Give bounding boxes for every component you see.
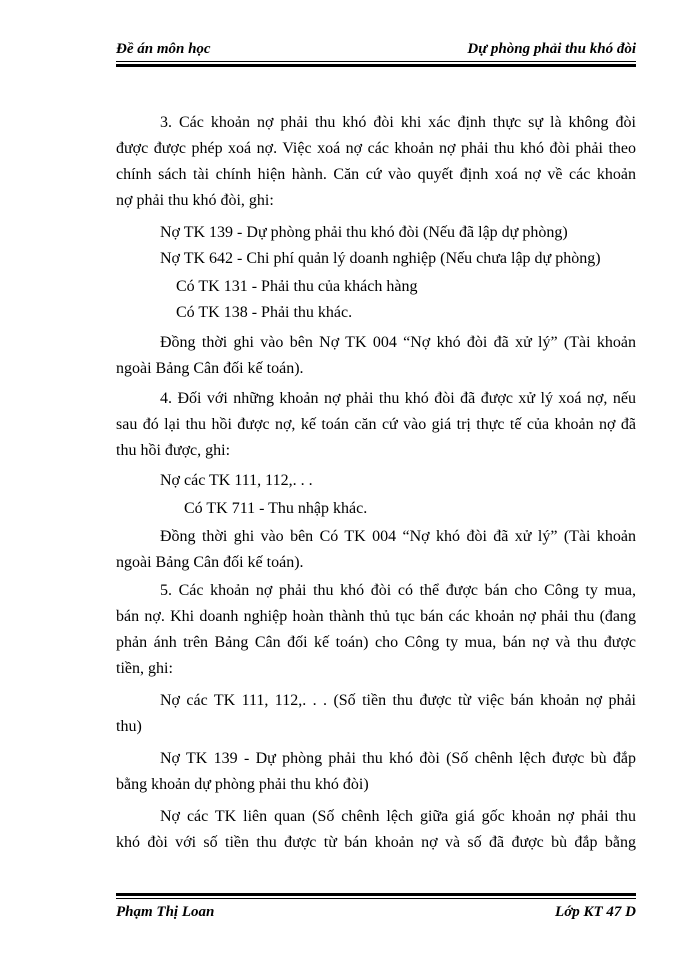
header-course-label: Đề án môn học: [116, 41, 211, 57]
paragraph-line: Đồng thời ghi vào bên Có TK 004 “Nợ khó đòi đã xử lý” (Tài khoản: [160, 528, 636, 545]
paragraph-line: 4. Đối với những khoản nợ phải thu khó đòi đã được xử lý xoá nợ, nếu: [160, 390, 636, 407]
paragraph-line: bán nợ. Khi doanh nghiệp hoàn thành thủ tục bán các khoản nợ phải thu (đang: [116, 608, 636, 625]
paragraph-line: sau đó lại thu hồi được nợ, kế toán căn cứ vào giá trị thực tế của khoản nợ đã: [116, 416, 636, 433]
paragraph-line: bằng khoản dự phòng phải thu khó đòi): [116, 776, 369, 793]
header-rule-thin: [116, 61, 636, 62]
header-rule-thick: [116, 64, 636, 67]
footer-rule-thick: [116, 893, 636, 896]
paragraph-line: Đồng thời ghi vào bên Nợ TK 004 “Nợ khó đòi đã xử lý” (Tài khoản: [160, 334, 636, 351]
paragraph-line: ngoài Bảng Cân đối kế toán).: [116, 360, 304, 377]
paragraph-line: thu): [116, 718, 142, 735]
paragraph-line: được được phép xoá nợ. Việc xoá nợ các khoản nợ phải thu khó đòi phải theo: [116, 140, 636, 157]
paragraph-line: Nợ các TK 111, 112,. . . (Số tiền thu được từ việc bán khoản nợ phải: [160, 692, 636, 709]
paragraph-line: khó đòi với số tiền thu được từ bán khoản nợ và số đã được bù đắp bằng: [116, 834, 636, 851]
entry-line: Có TK 711 - Thu nhập khác.: [184, 500, 368, 517]
paragraph-line: ngoài Bảng Cân đối kế toán).: [116, 554, 304, 571]
paragraph-line: phản ánh trên Bảng Cân đối kế toán) cho Công ty mua, bán nợ và thu được: [116, 634, 636, 651]
entry-line: Nợ TK 139 - Dự phòng phải thu khó đòi (Nếu đã lập dự phòng): [160, 224, 568, 241]
paragraph-line: nợ phải thu khó đòi, ghi:: [116, 192, 274, 209]
paragraph-line: Nợ các TK liên quan (Số chênh lệch giữa giá gốc khoản nợ phải thu: [160, 808, 636, 825]
footer-class-label: Lớp KT 47 D: [555, 904, 636, 920]
paragraph-line: tiền, ghi:: [116, 660, 173, 677]
entry-line: Nợ các TK 111, 112,. . .: [160, 472, 313, 489]
paragraph-line: Nợ TK 139 - Dự phòng phải thu khó đòi (Số chênh lệch được bù đắp: [160, 750, 636, 767]
paragraph-line: chính sách tài chính hiện hành. Căn cứ vào quyết định xoá nợ về các khoản: [116, 166, 636, 183]
footer-rule-thin: [116, 898, 636, 899]
header-topic-label: Dự phòng phải thu khó đòi: [467, 41, 636, 57]
entry-line: Có TK 138 - Phải thu khác.: [176, 304, 353, 321]
footer-author-label: Phạm Thị Loan: [116, 904, 215, 920]
paragraph-line: 5. Các khoản nợ phải thu khó đòi có thể được bán cho Công ty mua,: [160, 582, 636, 599]
entry-line: Có TK 131 - Phải thu của khách hàng: [176, 278, 418, 295]
paragraph-line: 3. Các khoản nợ phải thu khó đòi khi xác định thực sự là không đòi: [160, 114, 636, 131]
paragraph-line: thu hồi được, ghi:: [116, 442, 231, 459]
entry-line: Nợ TK 642 - Chi phí quản lý doanh nghiệp (Nếu chưa lập dự phòng): [160, 250, 601, 267]
